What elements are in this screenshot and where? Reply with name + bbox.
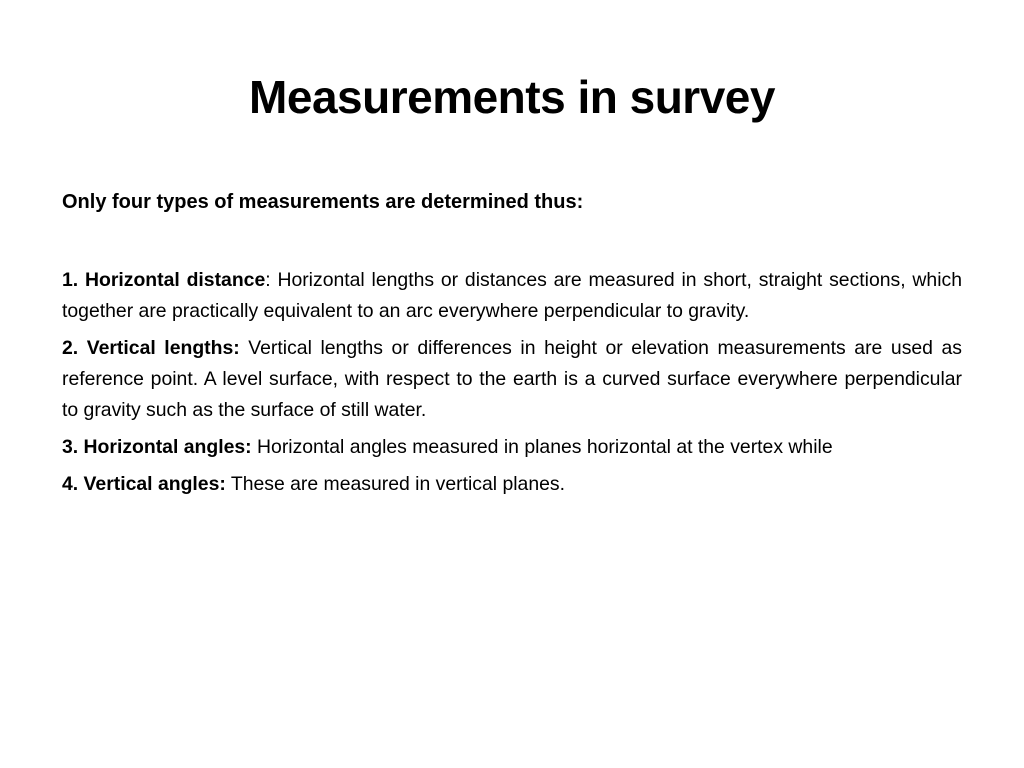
list-item-vertical-lengths xyxy=(62,333,962,426)
list-item-horizontal-angles xyxy=(62,432,962,463)
item-lead: 4. Vertical angles: xyxy=(62,473,226,495)
item-lead: 3. Horizontal angles: xyxy=(62,436,252,458)
item-lead: 1. Horizontal distance xyxy=(62,269,266,291)
item-lead: 2. Vertical lengths: xyxy=(62,337,240,359)
slide-title: Measurements in survey xyxy=(249,71,775,123)
item-body: : Horizontal lengths or distances are measured in short, straight sections, which together are practically equivalent to an arc everywhere perpendicular to gravity. xyxy=(62,269,962,322)
list-item-horizontal-distance xyxy=(62,265,962,327)
list-item-vertical-angles xyxy=(62,469,962,500)
item-body: Vertical lengths or differences in height or elevation measurements are used as reference point. A level surface, with respect to the earth is a curved surface everywhere perpendicular to gravity such as the surface of still water. xyxy=(62,337,963,421)
slide-subtitle: Only four types of measurements are determined thus: xyxy=(62,191,584,213)
item-body: These are measured in vertical planes. xyxy=(225,473,565,495)
measurement-list xyxy=(62,265,962,506)
item-body: Horizontal angles measured in planes horizontal at the vertex while xyxy=(251,436,833,458)
